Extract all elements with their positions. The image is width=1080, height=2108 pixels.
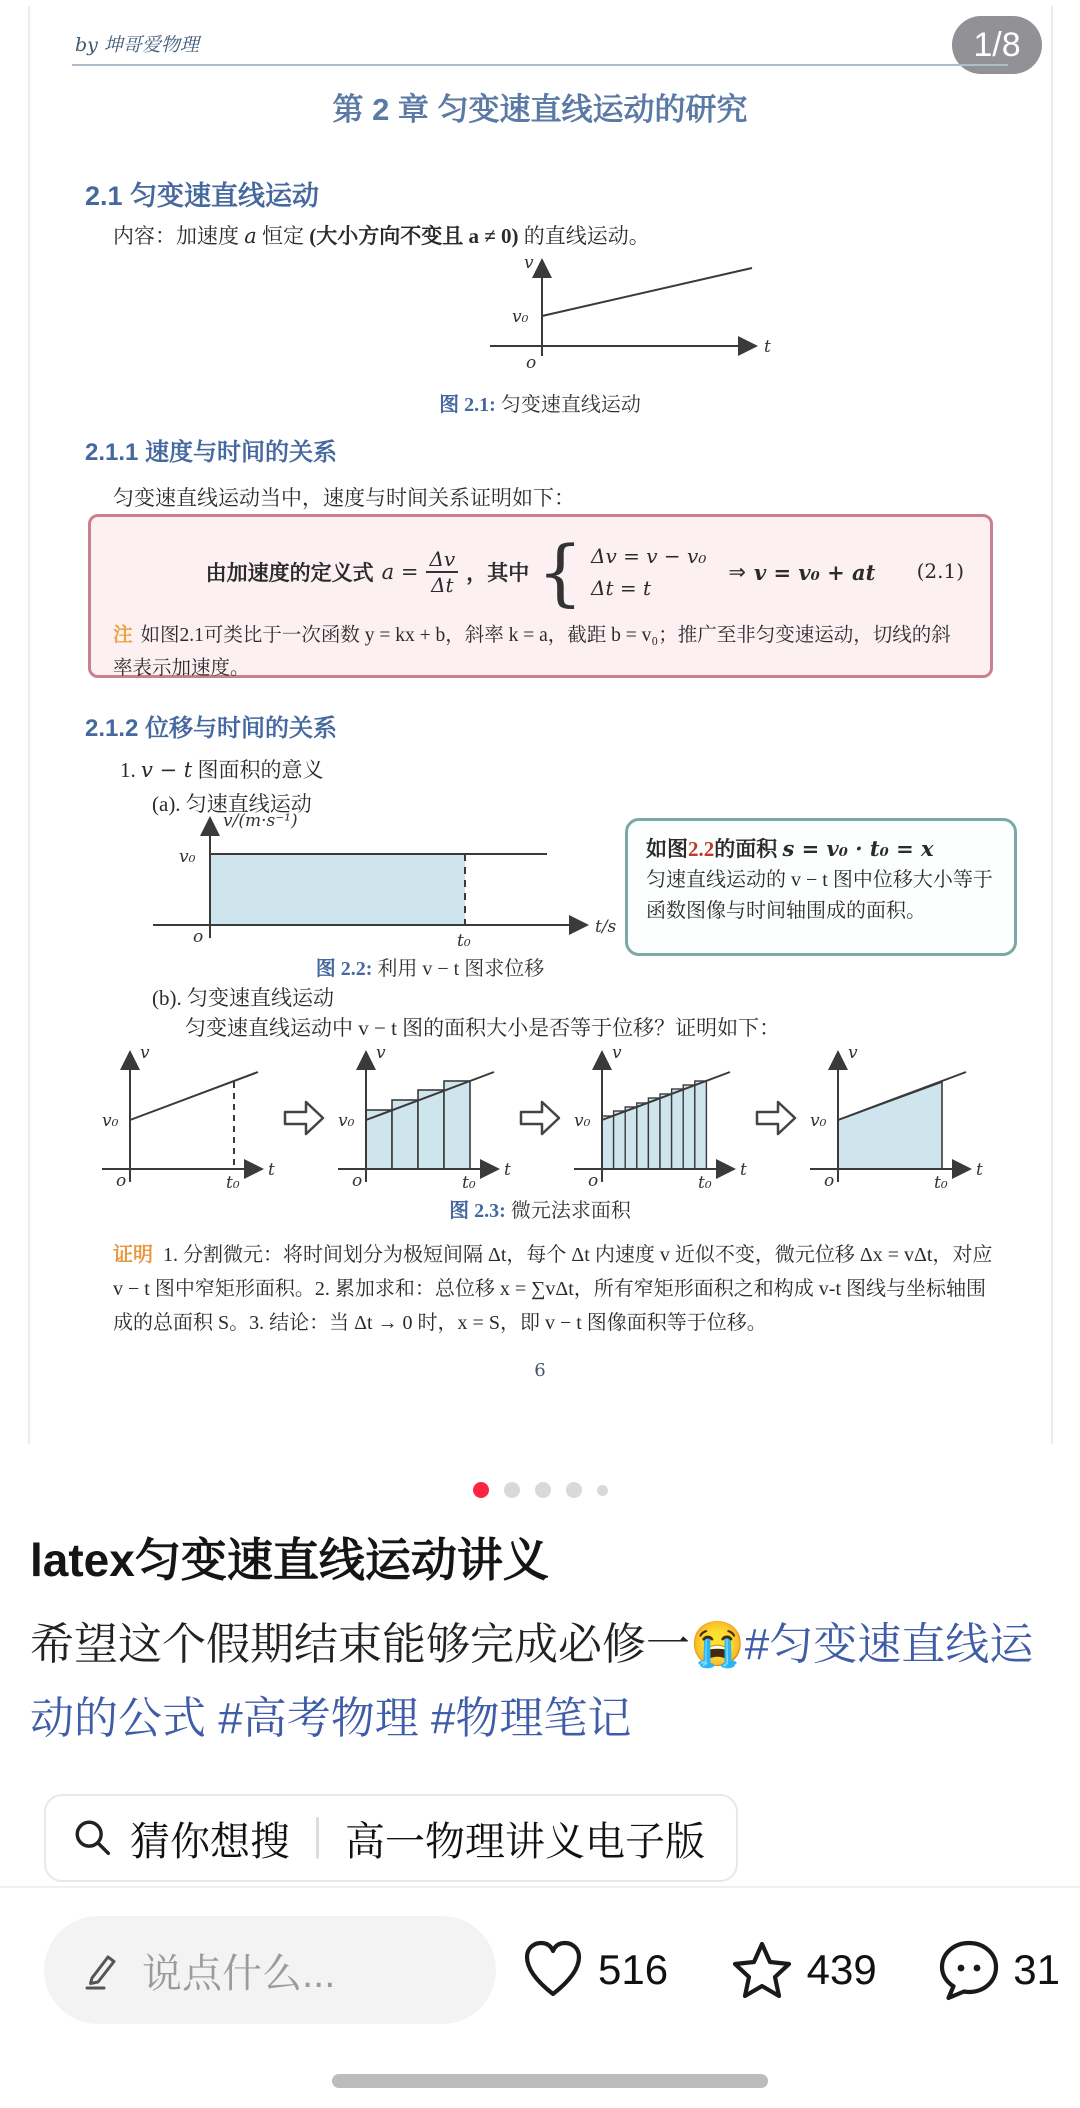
section-2-1-1-heading: 2.1.1 速度与时间的关系 (85, 439, 338, 466)
proof-text: 1. 分割微元：将时间划分为极短间隔 Δt，每个 Δt 内速度 v 近似不变，微元位移 Δx = vΔt，对应 v − t 图中窄矩形面积。2. 累加求和：总位移 x = ∑vΔt，所有窄矩形面积之和构成 v-t 图线与坐标轴围成的总面积 S。3. 结论：当 Δt → 0 时，x = S，即 v − t 图像面积等于位移。 (113, 1244, 993, 1334)
area-note-box (625, 818, 1017, 956)
section-2-1-heading: 2.1 匀变速直线运动 (85, 181, 320, 211)
doc-chapter-title: 第 2 章 匀变速直线运动的研究 (332, 92, 748, 127)
fig23-caption-text: 微元法求面积 (505, 1200, 631, 1222)
image-card-right-edge (1051, 6, 1053, 1444)
fig21-caption-text: 匀变速直线运动 (495, 394, 641, 416)
description-text: 希望这个假期结束能够完成必修一 (30, 1620, 690, 1669)
fig23-v0-label: v₀ (102, 1111, 119, 1131)
collect-button[interactable] (729, 1938, 877, 2002)
gb-run: 如图 (646, 837, 688, 861)
fig21-v0-label: v₀ (512, 307, 529, 327)
figure-2-2-caption (105, 952, 755, 981)
item-text: 图面积的意义 (192, 758, 324, 782)
figure-2-3-sequence (90, 1042, 990, 1194)
carousel-dot (504, 1482, 520, 1498)
section-2-1-2-heading: 2.1.2 位移与时间的关系 (85, 715, 338, 742)
search-suggestion-pill[interactable] (44, 1794, 738, 1882)
fig23-v0-label: v₀ (574, 1111, 591, 1131)
fig23-origin-label: o (824, 1171, 835, 1191)
formula-prefix: 由加速度的定义式 (205, 562, 374, 585)
fig22-ylabel: v/(m·s⁻¹) (223, 812, 298, 831)
hashtag-links[interactable]: #匀变速直线运动的公式 #高考物理 #物理笔记 (30, 1620, 1034, 1743)
search-divider (316, 1817, 319, 1859)
formula-fraction (426, 547, 458, 597)
content-var-a: a (244, 224, 257, 248)
fig23-graph-filled (798, 1042, 990, 1194)
section-2-1-content (113, 220, 650, 250)
fig23-t0-label: t₀ (934, 1173, 948, 1193)
fig23-v0-label: v₀ (338, 1111, 355, 1131)
action-bar-divider (0, 1886, 1080, 1888)
image-card-left-edge (28, 6, 30, 1444)
fig23-t0-label: t₀ (698, 1173, 712, 1193)
collect-count: 439 (806, 1946, 877, 1993)
formula-mid: ，其中 (466, 562, 530, 585)
area-note-body: 匀速直线运动的 v − t 图中位移大小等于函数图像与时间轴围成的面积。 (646, 869, 993, 922)
figure-2-1-caption (0, 388, 1080, 417)
carousel-dot (566, 1482, 582, 1498)
comment-placeholder: 说点什么... (142, 1951, 336, 1996)
item-math: v − t (141, 758, 193, 782)
gb-run: 的面积 (714, 837, 783, 861)
content-run: 恒定 (256, 224, 310, 248)
fig22-origin-label: o (193, 927, 204, 947)
like-button[interactable] (520, 1938, 668, 2002)
comment-input[interactable] (44, 1916, 496, 2024)
fig23-t-label: t (504, 1160, 511, 1180)
fraction-denominator: Δt (431, 573, 454, 597)
list-item-1 (120, 754, 324, 784)
gb-math: s = v₀ · t₀ = x (782, 836, 934, 861)
fig23-origin-label: o (588, 1171, 599, 1191)
figure-2-2-area-graph (135, 812, 635, 950)
carousel-indicator (0, 1482, 1080, 1498)
comment-button[interactable] (937, 1938, 1060, 2002)
page-badge-text: 1/8 (973, 25, 1021, 64)
cases-brace: { (537, 530, 584, 614)
fig23-t-label: t (976, 1160, 983, 1180)
fig23-v-label: v (140, 1043, 150, 1063)
note-text: 如图2.1可类比于一次函数 y = kx + b，斜率 k = a，截距 b = v₀；推广至非匀变速运动，切线的斜率表示加速度。 (113, 625, 951, 679)
fig23-t0-label: t₀ (462, 1173, 476, 1193)
like-count: 516 (598, 1946, 669, 1993)
crying-emoji: 😭 (690, 1620, 745, 1669)
chat-bubble-icon (937, 1938, 1001, 2002)
search-icon (72, 1817, 114, 1859)
formula-a-equals: a = (381, 560, 419, 584)
fig21-caption-tag: 图 2.1: (439, 394, 496, 416)
implies-arrow: ⇒ (728, 560, 746, 584)
item-number: 1. (120, 758, 141, 782)
gb-figure-ref: 2.2 (688, 837, 715, 861)
content-run: 的直线运动。 (518, 224, 650, 248)
step-arrow-icon (755, 1097, 797, 1139)
fig23-graph-4bars (326, 1042, 518, 1194)
comment-count: 31 (1013, 1946, 1060, 1993)
equation-2-1 (113, 529, 968, 615)
equation-number: (2.1) (916, 559, 964, 583)
engagement-actions (520, 1916, 1060, 2024)
fig23-v-label: v (376, 1043, 386, 1063)
section-2-1-1-lead: 匀变速直线运动当中，速度与时间关系证明如下： (113, 486, 575, 510)
doc-byline: by 坤哥爱物理 (75, 34, 199, 56)
fig23-t0-label: t₀ (226, 1173, 240, 1193)
figure-2-3-caption (0, 1194, 1080, 1223)
fig23-v-label: v (612, 1043, 622, 1063)
proof-paragraph (113, 1238, 1003, 1340)
search-suggestion-query[interactable]: 高一物理讲义电子版 (345, 1819, 705, 1864)
formula-result: v = v₀ + at (753, 559, 876, 585)
home-indicator (332, 2074, 768, 2088)
note-paragraph (113, 619, 968, 685)
fig23-v-label: v (848, 1043, 858, 1063)
formula-cases (591, 544, 706, 600)
doc-header-rule (72, 64, 1008, 66)
case-delta-v: Δv = v − v₀ (591, 544, 707, 568)
content-bold-run: (大小方向不变且 a ≠ 0) (309, 224, 519, 248)
fig23-graph-9bars (562, 1042, 754, 1194)
fig23-graph-dashed (90, 1042, 282, 1194)
fig23-t-label: t (740, 1160, 747, 1180)
post-title: latex匀变速直线运动讲义 (30, 1534, 549, 1586)
fig21-v-label: v (524, 253, 534, 273)
figure-2-1-vt-graph (450, 252, 780, 374)
carousel-dot (597, 1485, 608, 1496)
doc-page-number: 6 (534, 1360, 546, 1381)
step-arrow-icon (519, 1097, 561, 1139)
fig22-caption-tag: 图 2.2: (315, 958, 373, 980)
list-item-b: (b). 匀变速直线运动 (152, 986, 334, 1010)
fig22-v0-label: v₀ (179, 847, 196, 867)
area-note-heading (646, 833, 996, 863)
fig22-t0-label: t₀ (457, 931, 471, 950)
fig23-t-label: t (268, 1160, 275, 1180)
fraction-numerator: Δv (426, 547, 458, 573)
list-item-b-lead: 匀变速直线运动中 v − t 图的面积大小是否等于位移？证明如下： (185, 1016, 781, 1040)
fig22-caption-text: 利用 v − t 图求位移 (372, 958, 545, 980)
carousel-dot-active (473, 1482, 489, 1498)
carousel-dot (535, 1482, 551, 1498)
content-run: 内容：加速度 (113, 224, 245, 248)
fig22-xlabel: t/s (595, 917, 617, 937)
list-item-a: (a). 匀速直线运动 (152, 792, 312, 816)
fig23-origin-label: o (352, 1171, 363, 1191)
fig23-caption-tag: 图 2.3: (449, 1200, 506, 1222)
step-arrow-icon (283, 1097, 325, 1139)
proof-label: 证明 (113, 1244, 153, 1266)
fig21-origin-label: o (526, 353, 537, 373)
heart-icon (520, 1938, 586, 2002)
star-icon (729, 1938, 795, 2002)
case-delta-t: Δt = t (591, 576, 652, 600)
search-suggestion-label: 猜你想搜 (130, 1819, 290, 1864)
pencil-icon (78, 1948, 122, 1992)
formula-box (88, 514, 993, 678)
note-label: 注 (113, 625, 133, 646)
post-description (30, 1608, 1052, 1756)
fig23-v0-label: v₀ (810, 1111, 827, 1131)
fig21-t-label: t (764, 337, 771, 357)
fig23-origin-label: o (116, 1171, 127, 1191)
